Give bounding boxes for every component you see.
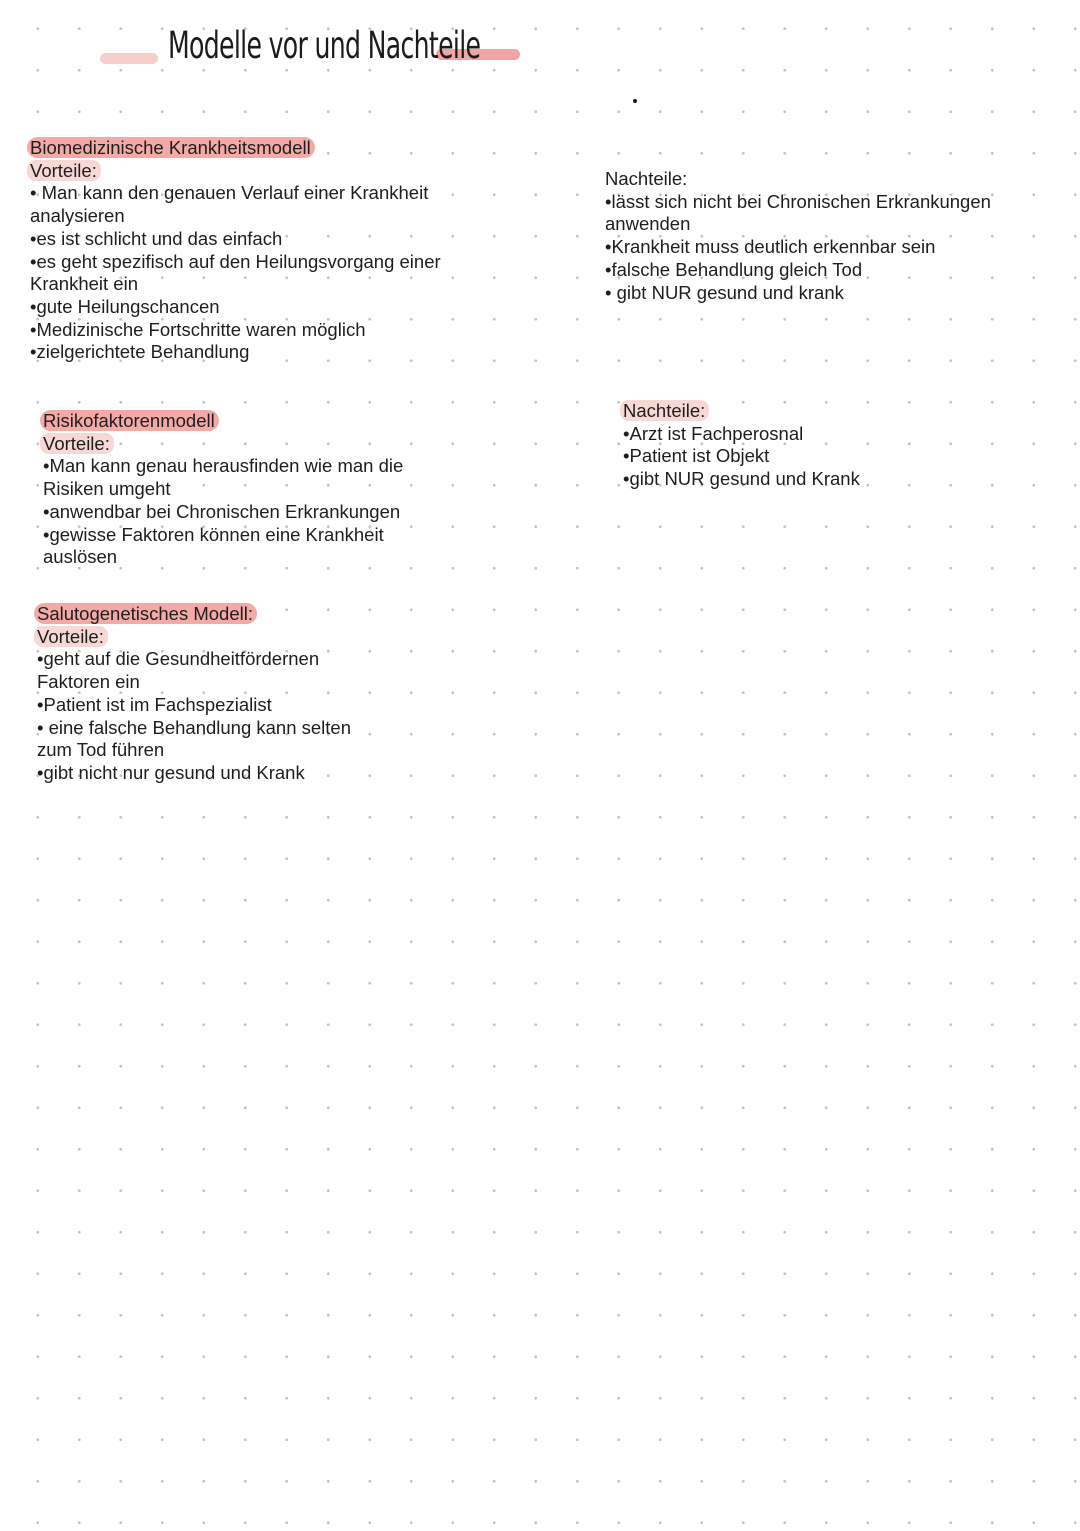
section-heading-salutogenetic: Salutogenetisches Modell: (34, 603, 257, 624)
list-item: •geht auf die Gesundheitfördernen (37, 648, 320, 670)
list-item: • gibt NUR gesund und krank (605, 281, 844, 303)
pros-label: Vorteile: (27, 160, 101, 181)
list-item: •gibt nicht nur gesund und Krank (37, 761, 305, 783)
list-item: •Man kann genau herausfinden wie man die (43, 455, 404, 477)
pros-label: Vorteile: (40, 433, 114, 454)
pros-label: Vorteile: (34, 626, 108, 647)
list-item: •Patient ist im Fachspezialist (37, 693, 272, 715)
risk-factor-cons-block (623, 400, 1043, 491)
list-item: Risiken umgeht (43, 478, 171, 500)
title-highlight-left (100, 53, 158, 64)
list-item: •anwendbar bei Chronischen Erkrankungen (43, 500, 401, 522)
list-item: anwenden (605, 213, 691, 235)
biomedical-cons-block (605, 168, 1045, 304)
list-item: •Arzt ist Fachperosnal (623, 422, 804, 444)
list-item: •falsche Behandlung gleich Tod (605, 258, 863, 280)
list-item: • eine falsche Behandlung kann selten (37, 716, 352, 738)
list-item: Krankheit ein (30, 273, 138, 295)
list-item: Faktoren ein (37, 671, 140, 693)
page-title: Modelle vor und Nachteile (168, 24, 481, 67)
list-item: auslösen (43, 546, 118, 568)
section-heading-biomedical: Biomedizinische Krankheitsmodell (27, 137, 315, 158)
list-item: •gewisse Faktoren können eine Krankheit (43, 523, 384, 545)
cons-label: Nachteile: (620, 400, 709, 421)
title-area (100, 22, 530, 82)
list-item: •lässt sich nicht bei Chronischen Erkrankungen (605, 190, 991, 212)
risk-factor-pros-block (43, 410, 483, 569)
cons-label: Nachteile: (605, 168, 688, 189)
list-item: • Man kann den genauen Verlauf einer Krankheit (30, 182, 429, 204)
list-item: analysieren (30, 205, 125, 227)
list-item: •gute Heilungschancen (30, 295, 220, 317)
list-item: •gibt NUR gesund und Krank (623, 468, 860, 490)
list-item: zum Tod führen (37, 739, 165, 761)
list-item: •Medizinische Fortschritte waren möglich (30, 318, 366, 340)
list-item: •Krankheit muss deutlich erkennbar sein (605, 236, 936, 258)
list-item: •zielgerichtete Behandlung (30, 341, 250, 363)
list-item: •Patient ist Objekt (623, 445, 770, 467)
list-item: •es geht spezifisch auf den Heilungsvorgang einer (30, 250, 441, 272)
ink-dot (633, 99, 637, 103)
salutogenetic-pros-block (37, 603, 457, 785)
list-item: •es ist schlicht und das einfach (30, 227, 283, 249)
biomedical-pros-block (30, 137, 500, 364)
section-heading-risk-factor: Risikofaktorenmodell (40, 410, 219, 431)
